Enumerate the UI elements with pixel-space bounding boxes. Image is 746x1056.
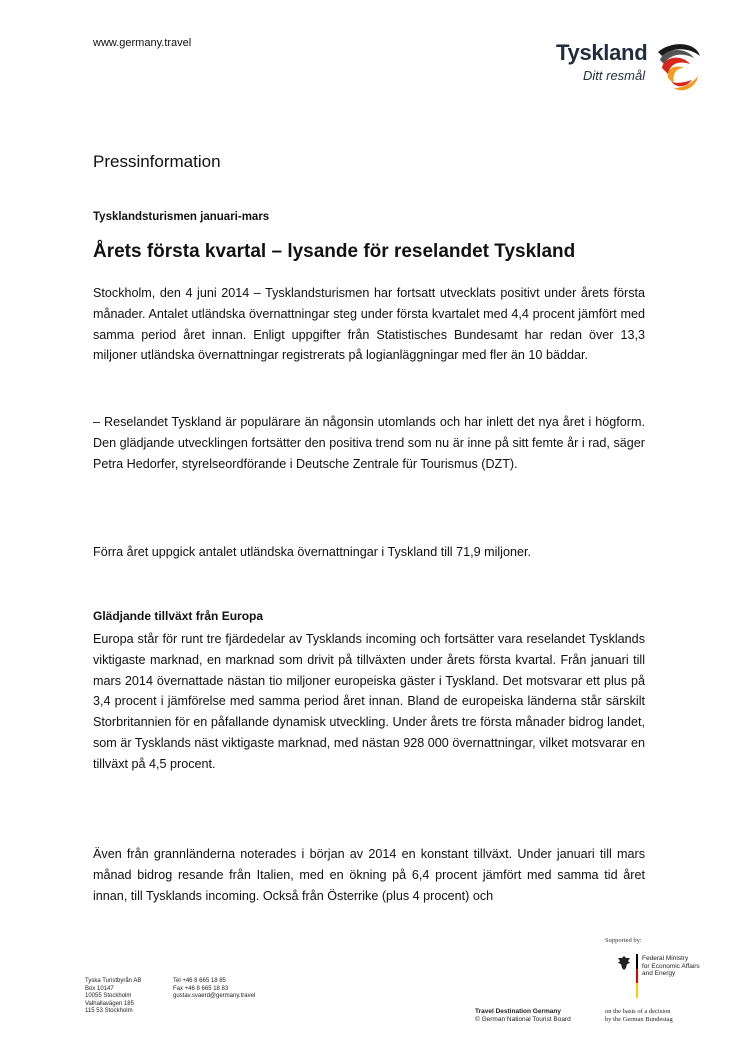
overline: Tysklandsturismen januari-mars <box>93 211 270 223</box>
german-flag-bar <box>636 954 638 998</box>
ministry-line: and Energy <box>642 970 676 977</box>
paragraph-quote: – Reselandet Tyskland är populärare än någonsin utomlands och har inlett det nya året i högform. Den glädjande utvecklingen fortsätter den positiva trend som nu är inne på sitt femte år i rad, säger Petra Hedorfer, styrelseordförande i Deutsche Zentrale für Tourismus (DZT). <box>93 415 645 471</box>
ministry-name <box>642 955 722 978</box>
address-line: 115 53 Stockholm <box>85 1008 133 1014</box>
federal-eagle-icon <box>617 955 631 971</box>
tyskland-logo <box>552 38 702 98</box>
tyskland-logo-icon <box>652 38 704 98</box>
document-type: Pressinformation <box>93 152 221 171</box>
tdg-subtitle: © German National Tourist Board <box>475 1015 571 1023</box>
logo-title: Tyskland <box>556 40 648 65</box>
tourist-board-credit <box>475 1008 571 1023</box>
logo-subtitle: Ditt resmål <box>583 68 646 83</box>
office-contact <box>173 978 255 1001</box>
address-line: Tyska Turistbyrån AB <box>85 978 142 984</box>
office-address <box>85 978 141 1016</box>
ministry-line: for Economic Affairs <box>642 962 700 970</box>
fax-number: Fax +46 8 665 18 83 <box>173 985 229 992</box>
paragraph-europe: Europa står för runt tre fjärdedelar av Tysklands incoming och fortsätter vara reselandet Tysklands viktigaste marknad, en marknad som drivit på tillväxten under årets första kvartal. Från januari till mars 2014 övernattade nästan tio miljoner europeiska gäster i Tyskland. Det motsvarar ett plus på 3,4 procent i jämförelse med samma period året innan. Bland de europeiska länderna står särskilt Storbritannien för en påfallande dynamisk utveckling. Under årets tre första månader bidrog landet, som är Tysklands näst viktigaste marknad, med nästan 928 000 övernattningar, vilket motsvarar en tillväxt på 4,5 procent. <box>93 632 645 771</box>
website-url: www.germany.travel <box>93 37 192 49</box>
decision-line: on the basis of a decision <box>605 1008 671 1015</box>
paragraph-total: Förra året uppgick antalet utländska övernattningar i Tyskland till 71,9 miljoner. <box>93 545 531 559</box>
paragraph-intro: Stockholm, den 4 juni 2014 – Tysklandsturismen har fortsatt utvecklats positivt under årets första månader. Antalet utländska övernattningar steg under första kvartalet med 4,4 procent jämfört med samma period året innan. Enligt uppgifter från Statistisches Bundesamt har redan över 13,3 miljoner utländska övernattningar registrerats på logianläggningar med fler än 10 bäddar. <box>93 286 645 363</box>
headline: Årets första kvartal – lysande för reselandet Tyskland <box>93 241 576 262</box>
address-line: Box 10147 <box>85 985 114 992</box>
decision-line: by the German Bundestag <box>605 1015 673 1023</box>
supported-by-label: Supported by: <box>605 937 642 944</box>
section-heading: Glädjande tillväxt från Europa <box>93 609 264 623</box>
bundestag-decision <box>605 1008 673 1023</box>
tdg-title: Travel Destination Germany <box>475 1008 561 1015</box>
paragraph-neighbours: Även från grannländerna noterades i början av 2014 en konstant tillväxt. Under januari till mars månad bidrog resande från Italien, med en ökning på 6,4 procent jämfört med samma tid året innan, till Tysklands incoming. Också från Österrike (plus 4 procent) och <box>93 847 645 903</box>
phone-number: Tel +46 8 665 18 85 <box>173 978 226 984</box>
ministry-line: Federal Ministry <box>642 955 689 962</box>
email-address: gustav.svaerd@germany.travel <box>173 993 256 999</box>
address-line: 10055 Stockholm <box>85 993 132 999</box>
address-line: Valhallavägen 185 <box>85 1000 134 1007</box>
